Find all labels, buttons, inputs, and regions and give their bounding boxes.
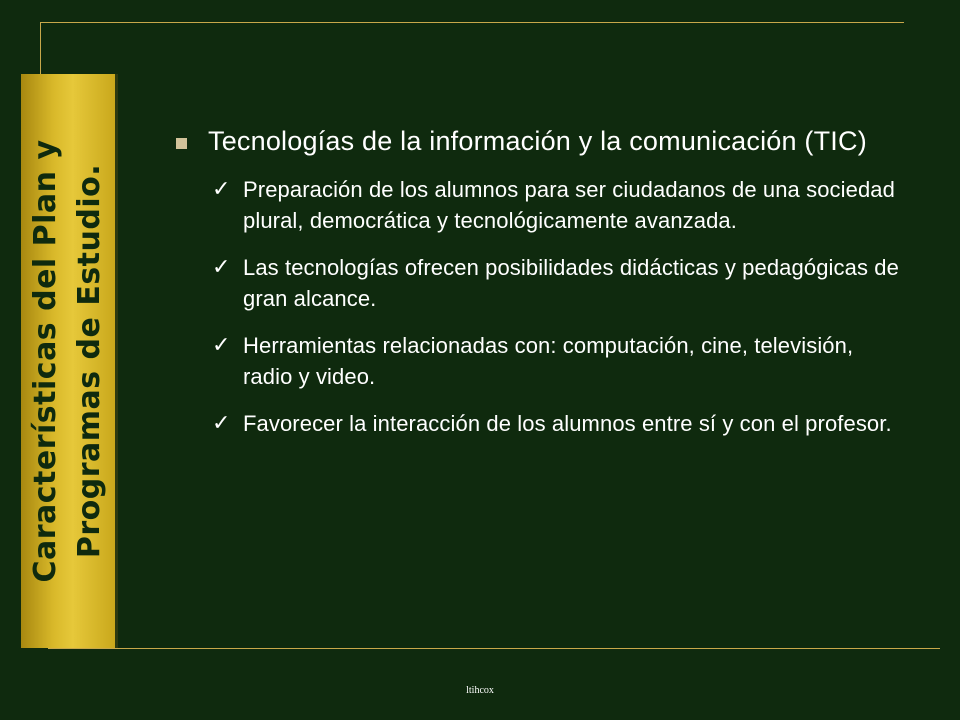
square-bullet-icon bbox=[176, 138, 187, 149]
sub-bullet-item bbox=[212, 252, 906, 314]
sub-bullet-text: Preparación de los alumnos para ser ciudadanos de una sociedad plural, democrática y tecnológicamente avanzada. bbox=[243, 177, 895, 233]
side-title-band bbox=[21, 74, 115, 648]
sub-bullet-item bbox=[212, 408, 906, 439]
sub-bullet-text: Favorecer la interacción de los alumnos entre sí y con el profesor. bbox=[243, 411, 892, 436]
main-bullet bbox=[176, 124, 906, 158]
footer-text: ltihcox bbox=[466, 685, 494, 696]
slide-title bbox=[24, 81, 112, 641]
sub-bullet-item bbox=[212, 330, 906, 392]
slide-title-line-2: Programas de Estudio. bbox=[72, 163, 107, 559]
checkmark-icon: ✓ bbox=[212, 411, 231, 436]
checkmark-icon: ✓ bbox=[212, 255, 231, 280]
sub-bullet-text: Herramientas relacionadas con: computación, cine, televisión, radio y video. bbox=[243, 333, 854, 389]
slide-content bbox=[176, 124, 906, 455]
left-divider-line bbox=[40, 22, 41, 74]
sub-bullet-text: Las tecnologías ofrecen posibilidades didácticas y pedagógicas de gran alcance. bbox=[243, 255, 899, 311]
top-divider-line bbox=[40, 22, 904, 23]
sub-bullet-item bbox=[212, 174, 906, 236]
main-bullet-text: Tecnologías de la información y la comunicación (TIC) bbox=[208, 126, 867, 156]
checkmark-icon: ✓ bbox=[212, 177, 231, 202]
bottom-divider-line bbox=[48, 648, 940, 649]
sub-bullet-list bbox=[176, 174, 906, 439]
checkmark-icon: ✓ bbox=[212, 333, 231, 358]
slide-title-line-1: Características del Plan y bbox=[28, 139, 63, 583]
